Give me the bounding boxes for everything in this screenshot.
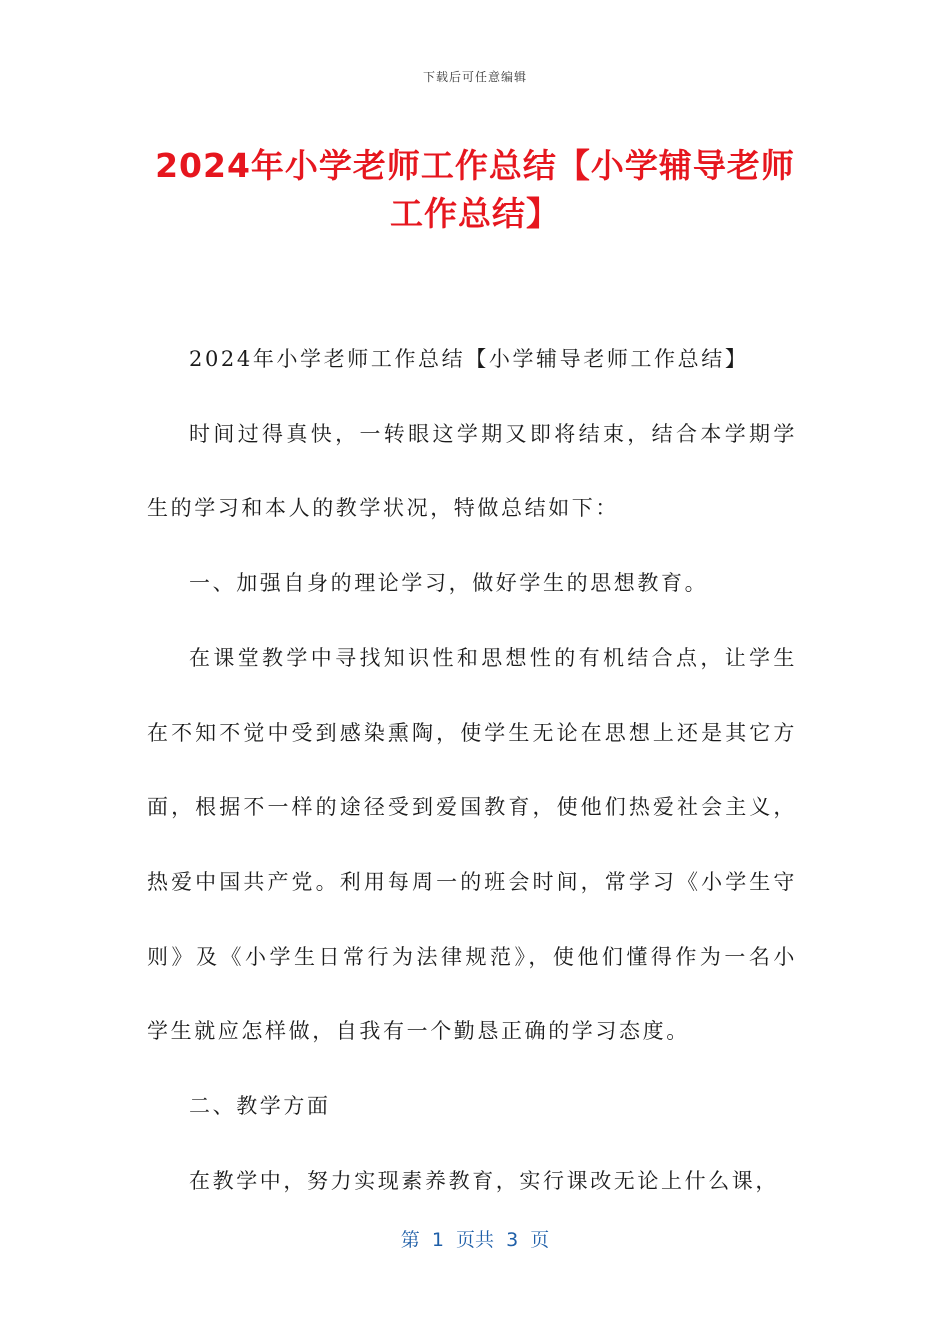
paragraph-subtitle: 2024年小学老师工作总结【小学辅导老师工作总结】 — [189, 347, 749, 371]
paragraph-intro: 时间过得真快，一转眼这学期又即将结束，结合本学期学生的学习和本人的教学状况，特做总结如下： — [147, 421, 797, 521]
section-heading-1: 一、加强自身的理论学习，做好学生的思想教育。 — [189, 571, 709, 596]
paragraph-section-2: 在教学中，努力实现素养教育，实行课改无论上什么课， — [189, 1168, 779, 1193]
section-heading-2: 二、教学方面 — [189, 1094, 331, 1119]
header-note: 下载后可任意编辑 — [422, 70, 527, 84]
document-title: 2024年小学老师工作总结【小学辅导老师工作总结】 — [155, 146, 795, 233]
document-body — [147, 322, 797, 1218]
page-number: 第 1 页共 3 页 — [400, 1229, 550, 1251]
paragraph-section-1: 在课堂教学中寻找知识性和思想性的有机结合点，让学生在不知不觉中受到感染熏陶，使学生无论在思想上还是其它方面，根据不一样的途径受到爱国教育，使他们热爱社会主义，热爱中国共产党。利用每周一的班会时间，常学习《小学生守则》及《小学生日常行为法律规范》，使他们懂得作为一名小学生就应怎样做，自我有一个勤恳正确的学习态度。 — [147, 645, 797, 1044]
